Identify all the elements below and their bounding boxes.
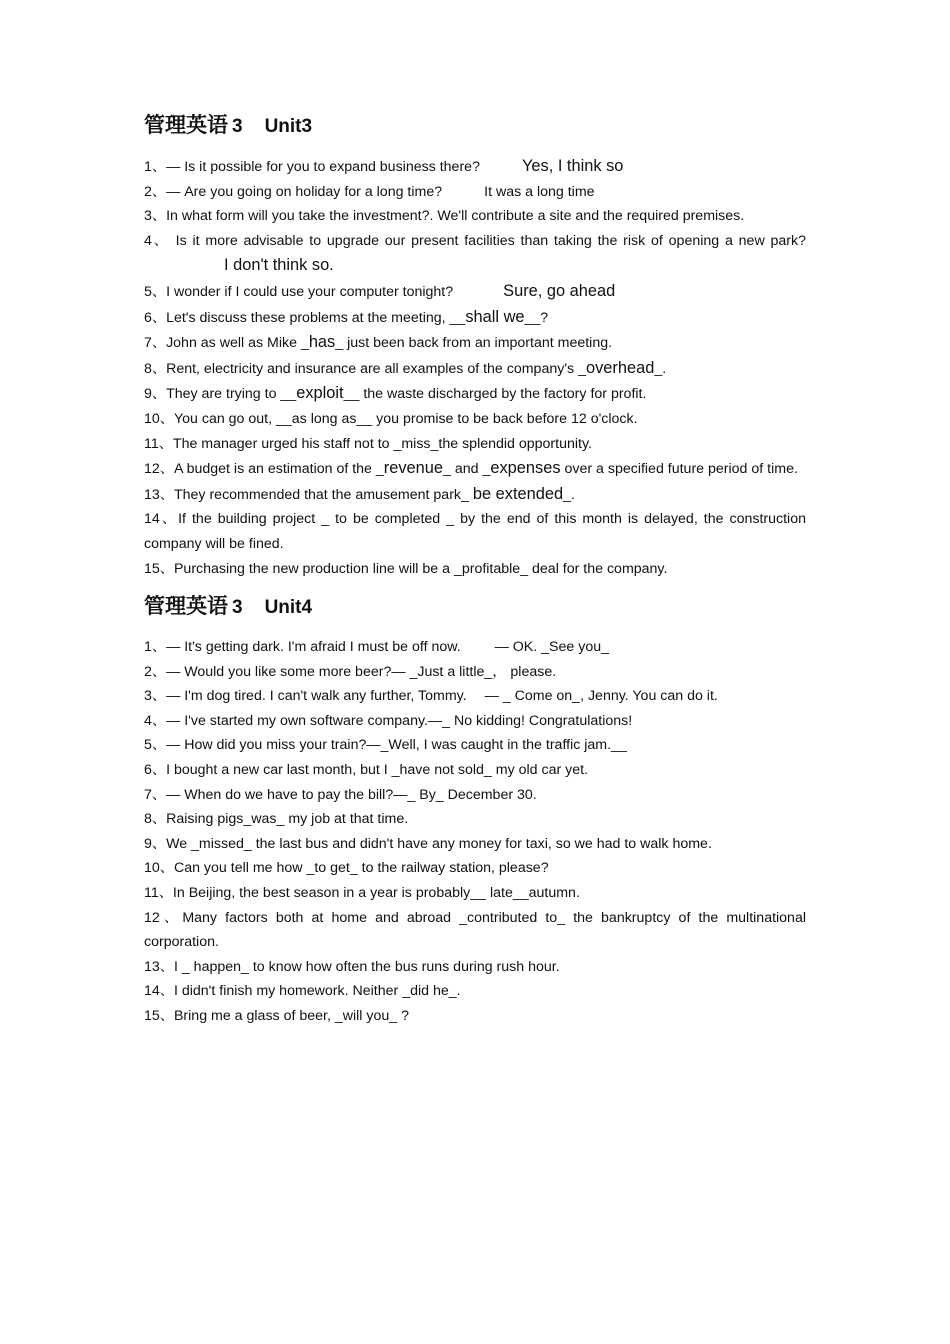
question-text: 15、Purchasing the new production line will be a _profitable_ deal for the company. <box>144 560 668 577</box>
unit4-question-8 <box>144 807 806 832</box>
question-text: 13、I _ happen_ to know how often the bus runs during rush hour. <box>144 958 560 975</box>
unit3-heading <box>144 108 806 142</box>
answer-text: Sure, go ahead <box>503 281 616 300</box>
unit3-title-num: 3 <box>232 116 243 137</box>
question-text: 1、— It's getting dark. I'm afraid I must be off now. <box>144 639 461 656</box>
unit4-question-10 <box>144 856 806 881</box>
unit3-question-15 <box>144 557 806 582</box>
unit3-title-cn: 管理英语 <box>144 112 228 137</box>
question-text: 9、We _missed_ the last bus and didn't have any money for taxi, so we had to walk home. <box>144 835 712 852</box>
spacer <box>144 623 806 635</box>
question-text: 2、— Are you going on holiday for a long time? <box>144 183 443 200</box>
unit3-question-12 <box>144 456 806 482</box>
answer-text: Yes, I think so <box>521 157 624 175</box>
unit4-title-cn: 管理英语 <box>144 593 228 619</box>
spacer <box>144 581 806 589</box>
document-page <box>144 108 806 1029</box>
question-text: 7、— When do we have to pay the bill?—_ By_ December 30. <box>144 786 537 803</box>
unit4-question-4 <box>144 709 806 734</box>
question-text: 11、The manager urged his staff not to _miss_the splendid opportunity. <box>144 435 592 452</box>
question-text: 5、I wonder if I could use your computer tonight? <box>144 283 454 300</box>
unit4-question-7 <box>144 783 806 808</box>
unit3-question-13 <box>144 482 806 508</box>
answer-text: — OK. _See you_ <box>494 639 609 656</box>
unit4-title-unit: Unit4 <box>264 597 313 619</box>
question-text: 8、Raising pigs_was_ my job at that time. <box>144 811 409 828</box>
question-text: 10、You can go out, __as long as__ you promise to be back before 12 o'clock. <box>144 410 638 427</box>
question-text: 15、Bring me a glass of beer, _will you_ ? <box>144 1008 409 1024</box>
answer-text: — _ Come on_, Jenny. You can do it. <box>484 688 718 705</box>
question-text: 9、They are trying to __ <box>144 386 297 403</box>
question-text: 7、John as well as Mike _ <box>144 335 309 352</box>
unit3-question-10 <box>144 407 806 432</box>
unit4-question-list <box>144 635 806 1029</box>
unit4-title-num: 3 <box>232 597 243 619</box>
question-text: 3、— I'm dog tired. I can't walk any further, Tommy. <box>144 688 467 705</box>
unit4-question-5 <box>144 733 806 758</box>
spacer <box>144 142 806 154</box>
question-text: 1、— Is it possible for you to expand business there? <box>144 159 480 175</box>
answer-text: _ and _ <box>443 461 491 478</box>
question-text: 6、Let's discuss these problems at the meeting, __ <box>144 309 466 326</box>
answer-text: expenses <box>490 459 561 478</box>
answer-text: be extended <box>472 484 564 503</box>
question-text: 4、— I've started my own software company.—_ No kidding! Congratulations! <box>144 712 633 729</box>
answer-text: overhead <box>585 358 655 377</box>
unit3-question-11 <box>144 432 806 457</box>
answer-text: _ just been back from an important meeting. <box>335 335 613 352</box>
answer-text: I don't think so. <box>224 256 334 275</box>
unit4-question-14 <box>144 979 806 1004</box>
unit4-heading <box>144 589 806 623</box>
unit4-question-11 <box>144 881 806 906</box>
unit4-question-9 <box>144 832 806 857</box>
unit3-question-2 <box>144 180 806 205</box>
answer-text: over a specified future period of time. <box>560 461 798 478</box>
question-text: 11、In Beijing, the best season in a year is probably__ late__autumn. <box>144 885 580 902</box>
answer-text: _. <box>563 486 575 503</box>
unit3-question-list <box>144 154 806 581</box>
answer-text: shall we <box>465 307 525 326</box>
unit4-question-3 <box>144 684 806 709</box>
question-text: 8、Rent, electricity and insurance are all examples of the company's _ <box>144 360 586 377</box>
question-text: 3、In what form will you take the investment?. We'll contribute a site and the required premises. <box>144 208 745 225</box>
unit3-question-4 <box>144 229 806 279</box>
question-text: 12、Many factors both at home and abroad _contributed to_ the bankruptcy of the multinational corporation. <box>144 909 806 951</box>
unit4-question-1 <box>144 635 806 660</box>
unit4-question-2 <box>144 660 806 685</box>
unit4-question-15 <box>144 1004 806 1029</box>
answer-text: has <box>308 333 336 352</box>
unit3-question-3 <box>144 204 806 229</box>
question-text: 4、 Is it more advisable to upgrade our present facilities than taking the risk of opening a new park? <box>144 232 806 249</box>
question-text: 2、— Would you like some more beer?— _Just a little_， please. <box>144 663 557 680</box>
question-text: 14、I didn't finish my homework. Neither _did he_. <box>144 983 461 1000</box>
unit4-question-12 <box>144 906 806 955</box>
unit3-question-8 <box>144 356 806 382</box>
question-text: 6、I bought a new car last month, but I _have not sold_ my old car yet. <box>144 762 588 779</box>
question-text: 5、— How did you miss your train?—_Well, I was caught in the traffic jam.__ <box>144 737 627 754</box>
unit3-question-1 <box>144 154 806 180</box>
answer-text: It was a long time <box>484 183 595 200</box>
answer-text: __ the waste discharged by the factory for profit. <box>343 386 647 403</box>
answer-text: _. <box>654 360 667 377</box>
question-text: 12、A budget is an estimation of the _ <box>144 461 384 478</box>
unit3-question-5 <box>144 279 806 305</box>
question-text: 13、They recommended that the amusement park_ <box>144 486 473 503</box>
unit4-question-6 <box>144 758 806 783</box>
answer-text: revenue <box>383 459 444 478</box>
unit4-question-13 <box>144 955 806 980</box>
unit3-question-14 <box>144 507 806 556</box>
unit3-title-unit: Unit3 <box>264 116 313 137</box>
question-text: 10、Can you tell me how _to get_ to the railway station, please? <box>144 860 549 877</box>
unit3-question-9 <box>144 381 806 407</box>
unit3-question-6 <box>144 305 806 331</box>
unit3-question-7 <box>144 330 806 356</box>
answer-text: __? <box>524 309 549 326</box>
question-text: 14、If the building project _ to be completed _ by the end of this month is delayed, the construction company will be fined. <box>144 511 806 552</box>
answer-text: exploit <box>296 384 344 403</box>
